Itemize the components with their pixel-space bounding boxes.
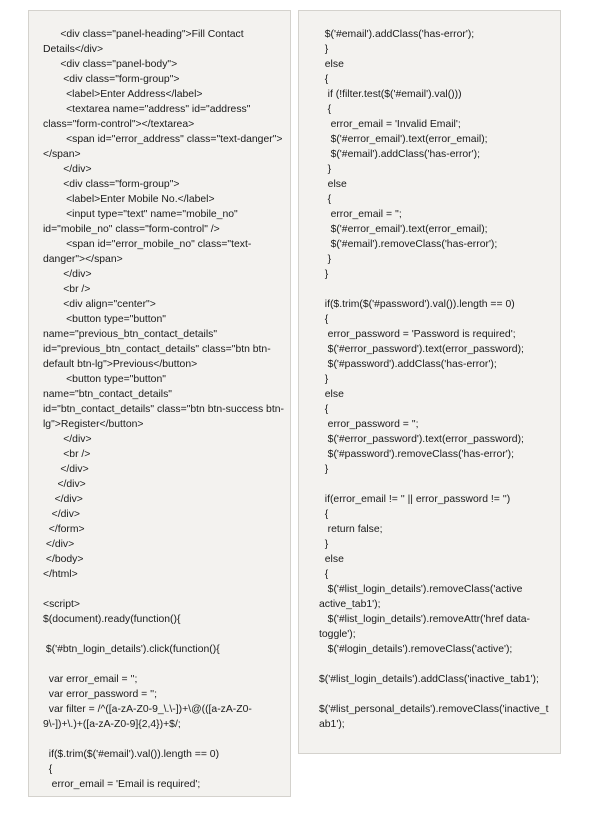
code-line: $('#email').addClass('has-error');: [319, 29, 475, 40]
code-line: $('#list_login_details').removeClass('active active_tab1');: [319, 584, 526, 610]
code-line: $('#password').addClass('has-error');: [319, 359, 497, 370]
code-line: return false;: [319, 524, 383, 535]
code-line: else: [319, 179, 347, 190]
code-line: {: [319, 569, 329, 580]
code-line: $('#error_email').text(error_email);: [319, 134, 488, 145]
code-line: <div class="form-group">: [43, 74, 180, 85]
code-line: else: [319, 59, 344, 70]
code-line: </div>: [43, 479, 86, 490]
code-line: </div>: [43, 269, 92, 280]
code-line: else: [319, 389, 344, 400]
code-line: $('#error_password').text(error_password);: [319, 344, 524, 355]
code-line: error_email = '';: [319, 209, 402, 220]
code-line: if (!filter.test($('#email').val())): [319, 89, 462, 100]
code-line: $('#error_password').text(error_password);: [319, 434, 524, 445]
code-line: [319, 282, 552, 297]
code-line: </html>: [43, 569, 78, 580]
code-line: if($.trim($('#password').val()).length == 0): [319, 299, 515, 310]
code-line: <script>: [43, 599, 80, 610]
code-line: $('#email').removeClass('has-error');: [319, 239, 498, 250]
code-line: <div align="center">: [43, 299, 156, 310]
code-line: }: [319, 539, 329, 550]
code-line: <button type="button" name="btn_contact_details" id="btn_contact_details" class="btn btn-success btn-lg">Register</button>: [43, 374, 284, 430]
code-panel-right: [298, 10, 561, 754]
code-line: $('#list_login_details').addClass('inactive_tab1');: [319, 674, 539, 685]
code-line: else: [319, 554, 344, 565]
code-line: <br />: [43, 449, 91, 460]
code-line: }: [319, 254, 332, 265]
code-line: {: [319, 509, 329, 520]
code-line: var error_password = '';: [43, 689, 157, 700]
code-line: }: [319, 464, 329, 475]
code-line: }: [319, 164, 332, 175]
code-line: $('#email').addClass('has-error');: [319, 149, 480, 160]
code-line: <div class="panel-heading">Fill Contact Details</div>: [43, 29, 247, 55]
code-line: error_password = '';: [319, 419, 419, 430]
code-line: </div>: [43, 434, 92, 445]
code-line: }: [319, 374, 329, 385]
code-line: [43, 657, 284, 672]
code-line: [319, 657, 552, 672]
code-panel-left: [28, 10, 291, 797]
code-line: [43, 582, 284, 597]
code-line: {: [319, 74, 329, 85]
code-line: {: [43, 764, 53, 775]
code-line: }: [319, 44, 329, 55]
code-line: error_email = 'Invalid Email';: [319, 119, 461, 130]
code-line: </div>: [43, 539, 75, 550]
code-line: </div>: [43, 509, 80, 520]
code-line: <label>Enter Mobile No.</label>: [43, 194, 215, 205]
code-line: <br />: [43, 284, 91, 295]
code-line: $('#list_login_details').removeAttr('href data-toggle');: [319, 614, 530, 640]
code-line: if($.trim($('#email').val()).length == 0): [43, 749, 220, 760]
code-line: $('#list_personal_details').removeClass('inactive_tab1');: [319, 704, 549, 730]
code-line: if(error_email != '' || error_password != ''): [319, 494, 511, 505]
code-line: <input type="text" name="mobile_no" id="mobile_no" class="form-control" />: [43, 209, 241, 235]
code-line: error_email = 'Email is required';: [43, 779, 201, 790]
code-line: </form>: [43, 524, 85, 535]
code-line: <span id="error_mobile_no" class="text-danger"></span>: [43, 239, 252, 265]
code-line: [319, 477, 552, 492]
code-line: </div>: [43, 164, 92, 175]
code-line: <label>Enter Address</label>: [43, 89, 203, 100]
code-line: error_password = 'Password is required';: [319, 329, 516, 340]
code-line: }: [319, 269, 329, 280]
code-line: [319, 687, 552, 702]
code-line: </body>: [43, 554, 84, 565]
code-line: <div class="panel-body">: [43, 59, 178, 70]
code-line: {: [319, 314, 329, 325]
code-line: $('#password').removeClass('has-error');: [319, 449, 515, 460]
code-line: </div>: [43, 464, 89, 475]
code-line: $(document).ready(function(){: [43, 614, 181, 625]
code-line: </div>: [43, 494, 83, 505]
code-line: <button type="button" name="previous_btn_contact_details" id="previous_btn_contact_details" class="btn btn-default btn-lg">Previous</button>: [43, 314, 271, 370]
code-line: <div class="form-group">: [43, 179, 180, 190]
code-line: var error_email = '';: [43, 674, 138, 685]
code-line: {: [319, 404, 329, 415]
code-line: $('#error_email').text(error_email);: [319, 224, 488, 235]
code-line: <span id="error_address" class="text-danger"></span>: [43, 134, 283, 160]
code-line: {: [319, 104, 332, 115]
code-line: <textarea name="address" id="address" class="form-control"></textarea>: [43, 104, 254, 130]
code-line: [43, 732, 284, 747]
code-line: {: [319, 194, 332, 205]
code-line: $('#login_details').removeClass('active');: [319, 644, 513, 655]
code-line: [43, 627, 284, 642]
code-line: var filter = /^([a-zA-Z0-9_\.\-])+\@(([a-zA-Z0-9\-])+\.)+([a-zA-Z0-9]{2,4})+$/;: [43, 704, 252, 730]
code-line: $('#btn_login_details').click(function(){: [43, 644, 220, 655]
